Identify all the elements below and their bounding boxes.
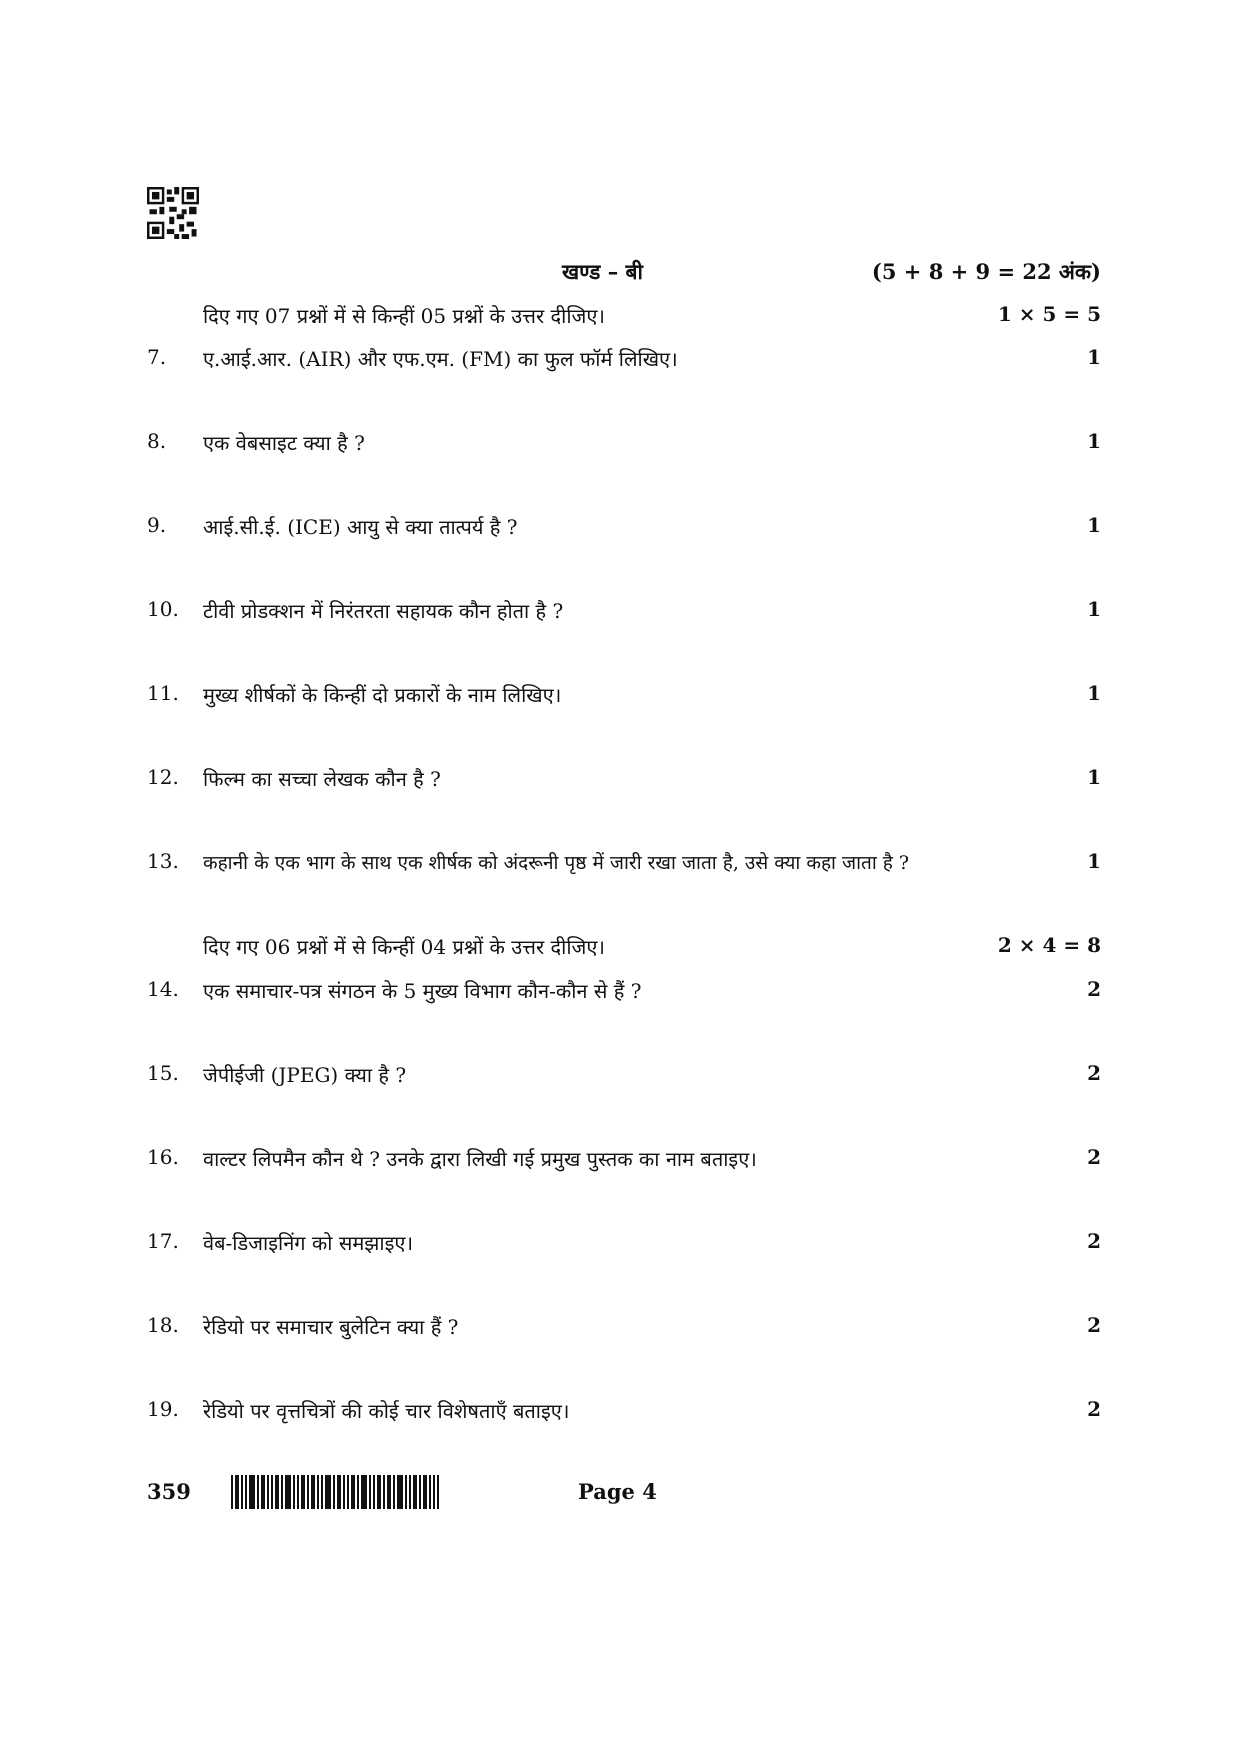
paper-code: 359	[147, 1479, 191, 1504]
question-number: 15.	[147, 1061, 179, 1085]
page-footer	[0, 1475, 1241, 1515]
question-row	[0, 1397, 1241, 1427]
question-text: जेपीईजी (JPEG) क्या है ?	[203, 1063, 407, 1087]
question-row	[0, 1145, 1241, 1175]
question-row	[0, 1061, 1241, 1091]
question-number: 19.	[147, 1397, 179, 1421]
instruction-marks: 1 × 5 = 5	[997, 302, 1101, 326]
page-number: Page 4	[578, 1479, 657, 1504]
question-row	[0, 597, 1241, 627]
instruction-text: दिए गए 06 प्रश्नों में से किन्हीं 04 प्रश्नों के उत्तर दीजिए।	[203, 935, 605, 959]
question-row	[0, 345, 1241, 375]
question-marks: 2	[1087, 1061, 1101, 1085]
question-number: 10.	[147, 597, 179, 621]
question-row	[0, 681, 1241, 711]
question-text: वेब-डिजाइनिंग को समझाइए।	[203, 1231, 414, 1255]
question-marks: 1	[1087, 345, 1101, 369]
instruction-text: दिए गए 07 प्रश्नों में से किन्हीं 05 प्रश्नों के उत्तर दीजिए।	[203, 304, 605, 328]
question-marks: 2	[1087, 1229, 1101, 1253]
question-text: एक समाचार-पत्र संगठन के 5 मुख्य विभाग कौन-कौन से हैं ?	[203, 979, 642, 1003]
question-number: 7.	[147, 345, 167, 369]
question-number: 12.	[147, 765, 179, 789]
question-number: 13.	[147, 849, 179, 873]
question-row	[0, 765, 1241, 795]
question-marks: 2	[1087, 1145, 1101, 1169]
barcode-icon	[231, 1475, 439, 1509]
question-marks: 1	[1087, 849, 1101, 873]
question-text: रेडियो पर समाचार बुलेटिन क्या हैं ?	[203, 1315, 459, 1339]
question-number: 17.	[147, 1229, 179, 1253]
question-text: रेडियो पर वृत्तचित्रों की कोई चार विशेषताएँ बताइए।	[203, 1399, 570, 1423]
question-text: ए.आई.आर. (AIR) और एफ.एम. (FM) का फुल फॉर्म लिखिए।	[203, 347, 678, 371]
section-title: खण्ड – बी	[562, 259, 643, 284]
question-marks: 2	[1087, 1313, 1101, 1337]
question-marks: 2	[1087, 1397, 1101, 1421]
question-text: फिल्म का सच्चा लेखक कौन है ?	[203, 767, 441, 791]
question-row	[0, 1313, 1241, 1343]
question-text: वाल्टर लिपमैन कौन थे ? उनके द्वारा लिखी गई प्रमुख पुस्तक का नाम बताइए।	[203, 1147, 757, 1171]
question-marks: 1	[1087, 681, 1101, 705]
question-row	[0, 977, 1241, 1007]
question-text: आई.सी.ई. (ICE) आयु से क्या तात्पर्य है ?	[203, 515, 518, 539]
qr-code-icon	[147, 187, 199, 239]
question-text: मुख्य शीर्षकों के किन्हीं दो प्रकारों के नाम लिखिए।	[203, 683, 562, 707]
question-number: 8.	[147, 429, 167, 453]
question-number: 18.	[147, 1313, 179, 1337]
question-marks: 1	[1087, 765, 1101, 789]
question-text: कहानी के एक भाग के साथ एक शीर्षक को अंदरूनी पृष्ठ में जारी रखा जाता है, उसे क्या कहा जाता है ?	[203, 852, 910, 874]
question-row	[0, 429, 1241, 459]
question-marks: 2	[1087, 977, 1101, 1001]
question-row	[0, 1229, 1241, 1259]
question-number: 9.	[147, 513, 167, 537]
question-text: टीवी प्रोडक्शन में निरंतरता सहायक कौन होता है ?	[203, 599, 564, 623]
instruction-marks: 2 × 4 = 8	[997, 933, 1101, 957]
question-number: 11.	[147, 681, 179, 705]
question-number: 14.	[147, 977, 179, 1001]
question-text: एक वेबसाइट क्या है ?	[203, 431, 365, 455]
question-marks: 1	[1087, 513, 1101, 537]
question-number: 16.	[147, 1145, 179, 1169]
section-marks: (5 + 8 + 9 = 22 अंक)	[871, 259, 1101, 284]
question-row	[0, 513, 1241, 543]
section-header	[0, 258, 1241, 288]
question-marks: 1	[1087, 597, 1101, 621]
question-row	[0, 849, 1241, 879]
question-marks: 1	[1087, 429, 1101, 453]
